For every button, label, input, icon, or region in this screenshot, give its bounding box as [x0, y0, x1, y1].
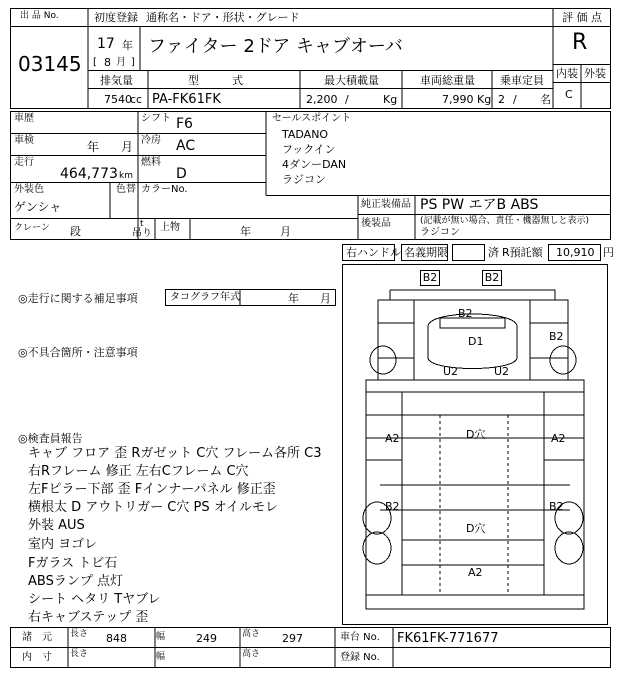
score-label: 評 価 点	[562, 11, 602, 24]
gross-unit: Kg	[477, 93, 492, 106]
lot-label: 出 品 No.	[20, 11, 59, 21]
sales-point-item: ラジコン	[282, 173, 326, 186]
interior-dim-label: 内 寸	[22, 652, 52, 663]
sales-point-item: フックイン	[282, 143, 336, 156]
equipment-label: 純正装備品	[361, 199, 411, 210]
inspector-line: 左Fピラー下部 歪 Fインナーパネル 修正歪	[28, 482, 276, 497]
shift-value: F6	[176, 116, 193, 132]
damage-mark-u2: U2	[494, 365, 510, 378]
sales-points-label: セールスポイント	[272, 113, 352, 124]
ac-label: 冷房	[141, 135, 161, 146]
inspector-line: 外装 AUS	[28, 518, 85, 533]
damage-mark-b2: B2	[549, 330, 564, 343]
damage-mark-u2: U2	[443, 365, 459, 378]
month-open: [	[93, 57, 97, 68]
recycle-amount: 10,910	[556, 246, 595, 259]
damage-mark-d1: D1	[468, 335, 484, 348]
history-label: 車歴	[14, 113, 34, 124]
damage-mark-b2: B2	[482, 270, 502, 286]
capacity-label: 乗車定員	[500, 74, 544, 87]
inspector-line: 右Rフレーム 修正 左右Cフレーム C穴	[28, 464, 249, 479]
recycle-label: R預託額	[502, 246, 543, 259]
inspector-line: 横根太 D アウトリガー C穴 PS オイルモレ	[28, 500, 279, 515]
tacho-year-unit: 年	[288, 292, 299, 305]
displacement-unit: cc	[130, 93, 143, 106]
color-change-label: 色替	[116, 184, 136, 195]
inspector-line: シート ヘタリ Tヤブレ	[28, 592, 161, 607]
capacity-unit: 名	[540, 93, 551, 106]
mileage-value: 464,773	[60, 166, 118, 182]
inspection-year-unit: 年	[87, 140, 100, 154]
model-label: 型 式	[188, 74, 243, 87]
inspection-month-unit: 月	[121, 140, 134, 154]
registration-label: 登録 No.	[340, 652, 380, 663]
damage-mark-d-hole: D穴	[466, 428, 486, 441]
color-label: 外装色	[14, 184, 44, 195]
capacity-value: 2	[498, 93, 505, 106]
inspector-report-label: ◎検査員報告	[18, 432, 83, 445]
equipment-items: PS PW エアB ABS	[420, 197, 539, 213]
mileage-unit: km	[119, 171, 133, 181]
inspector-line: ABSランプ 点灯	[28, 574, 123, 589]
height-label: 高さ	[242, 629, 261, 639]
aftermarket-items: ラジコン	[420, 227, 460, 238]
exterior-label: 外装	[584, 67, 606, 80]
first-reg-label: 初度登録	[94, 11, 138, 24]
ac-value: AC	[176, 138, 196, 154]
interior-score: C	[565, 88, 573, 101]
displacement-label: 排気量	[100, 74, 133, 87]
car-name: ファイター 2ドア キャブオーバ	[148, 36, 403, 57]
crane-ton: t	[140, 219, 144, 229]
interior-label: 内装	[556, 67, 578, 80]
length-value: 848	[106, 632, 127, 645]
interior-width-label: 幅	[156, 652, 166, 662]
month-close: ]	[131, 57, 135, 68]
chassis-value: FK61FK-771677	[397, 631, 499, 646]
color-no-label: カラーNo.	[141, 184, 188, 195]
max-load-value: 2,200	[306, 93, 338, 106]
mileage-label: 走行	[14, 157, 34, 168]
tacho-month-unit: 月	[320, 292, 331, 305]
reg-year-unit: 年	[122, 39, 133, 52]
lift-label: 上物	[160, 222, 180, 233]
damage-mark-a2: A2	[551, 432, 566, 445]
damage-mark-d-hole: D穴	[466, 522, 486, 535]
inspection-label: 車検	[14, 135, 34, 146]
fuel-value: D	[176, 166, 187, 182]
driving-notes-label: ◎走行に関する補足事項	[18, 292, 138, 305]
length-label: 長さ	[70, 629, 89, 639]
load-unit: Kg	[383, 93, 398, 106]
recycle-unit: 円	[603, 246, 614, 259]
damage-mark-b2: B2	[420, 270, 440, 286]
lift-month-unit: 月	[280, 225, 291, 238]
crane-stage-unit: 段	[70, 225, 81, 238]
color-value: ゲンシャ	[14, 200, 62, 214]
sales-point-item: 4ダンーDAN	[282, 158, 347, 171]
reg-month: 8	[104, 56, 111, 69]
interior-length-label: 長さ	[70, 649, 89, 659]
reg-year: 17	[97, 36, 115, 52]
inspector-line: 右キャブステップ 歪	[28, 610, 149, 625]
lot-number: 03145	[18, 52, 82, 76]
reg-month-unit: 月	[116, 57, 126, 68]
gross-weight-label: 車両総重量	[420, 74, 475, 87]
damage-mark-b2: B2	[385, 500, 400, 513]
damage-mark-a2: A2	[468, 566, 483, 579]
crane-hang: 吊り	[132, 228, 152, 239]
shift-label: シフト	[141, 113, 171, 124]
name-label: 通称名・ドア・形状・グレード	[146, 11, 300, 24]
name-change-label: 名義期限	[404, 246, 448, 259]
rhd-flag: 右ハンドル	[346, 246, 401, 259]
height-value: 297	[282, 632, 303, 645]
slash-1: /	[345, 93, 349, 106]
chassis-label: 車台 No.	[340, 632, 380, 643]
width-label: 幅	[156, 632, 166, 642]
score-value: R	[572, 30, 588, 55]
recycle-paid: 済	[488, 246, 499, 259]
damage-mark-a2: A2	[385, 432, 400, 445]
damage-mark-b2: B2	[549, 500, 564, 513]
tachograph-label: タコグラフ年式	[170, 292, 240, 303]
width-value: 249	[196, 632, 217, 645]
model-value: PA-FK61FK	[152, 92, 221, 107]
aftermarket-note: (記載が無い場合、責任・機器無しと表示)	[420, 216, 590, 226]
displacement-value: 7540	[104, 93, 132, 106]
damage-mark-b2: B2	[458, 307, 473, 320]
max-load-label: 最大積載量	[324, 74, 379, 87]
lift-year-unit: 年	[240, 225, 251, 238]
crane-label: クレーン	[14, 223, 50, 233]
spec-label: 諸 元	[22, 632, 52, 643]
defect-notes-label: ◎不具合箇所・注意事項	[18, 346, 138, 359]
inspector-line: Fガラス トビ石	[28, 556, 118, 571]
slash-2: /	[513, 93, 517, 106]
fuel-label: 燃料	[141, 157, 161, 168]
gross-weight-value: 7,990	[442, 93, 474, 106]
aftermarket-label: 後装品	[361, 218, 391, 229]
sales-point-item: TADANO	[282, 128, 329, 141]
inspector-line: 室内 ヨゴレ	[28, 537, 98, 552]
inspector-line: キャブ フロア 歪 Rガゼット C穴 フレーム各所 C3	[28, 446, 322, 461]
interior-height-label: 高さ	[242, 649, 261, 659]
